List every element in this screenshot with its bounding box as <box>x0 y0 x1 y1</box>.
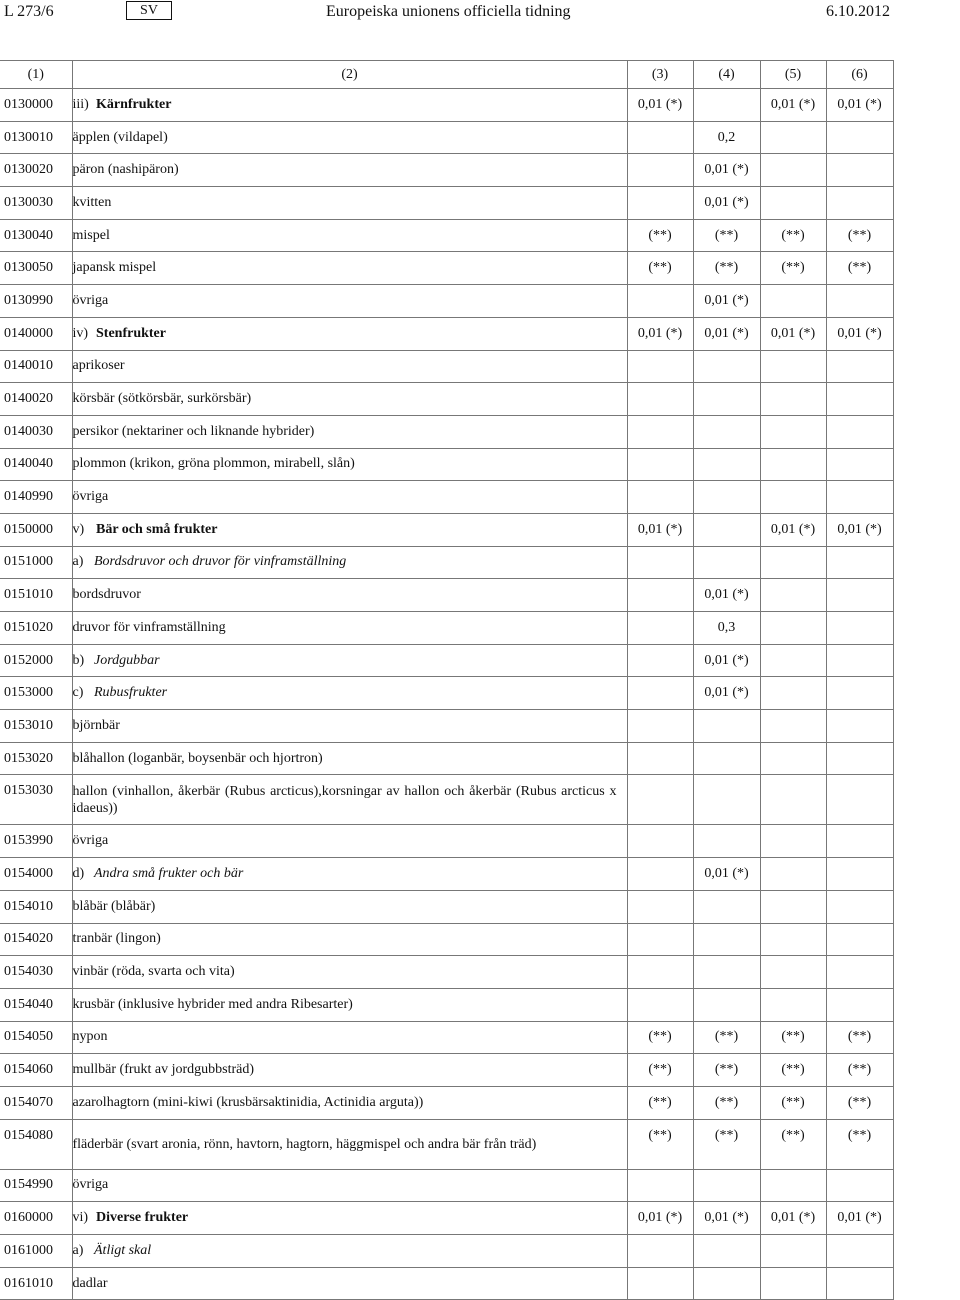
mrl-value: (**) <box>826 252 893 285</box>
mrl-value <box>760 890 826 923</box>
mrl-value <box>627 644 693 677</box>
mrl-value <box>627 448 693 481</box>
mrl-value <box>627 742 693 775</box>
mrl-value <box>826 579 893 612</box>
table-row <box>0 612 893 645</box>
product-code: 0150000 <box>0 513 72 546</box>
product-code: 0140030 <box>0 415 72 448</box>
product-code: 0153010 <box>0 710 72 743</box>
table-row <box>0 317 893 350</box>
mrl-value <box>627 710 693 743</box>
mrl-value <box>826 154 893 187</box>
table-row <box>0 1119 893 1169</box>
mrl-value: (**) <box>627 1021 693 1054</box>
product-name: japansk mispel <box>72 252 627 285</box>
product-code: 0154050 <box>0 1021 72 1054</box>
mrl-value <box>693 383 760 416</box>
mrl-value: 0,01 (*) <box>693 317 760 350</box>
product-name: tranbär (lingon) <box>72 923 627 956</box>
group-name: Stenfrukter <box>96 325 166 341</box>
mrl-value: (**) <box>627 1086 693 1119</box>
product-code: 0130020 <box>0 154 72 187</box>
group-name: Diverse frukter <box>96 1210 189 1226</box>
product-name: övriga <box>72 481 627 514</box>
mrl-value: (**) <box>760 219 826 252</box>
product-name: bordsdruvor <box>72 579 627 612</box>
mrl-value <box>826 923 893 956</box>
mrl-value <box>760 481 826 514</box>
mrl-value <box>760 1235 826 1268</box>
table-row <box>0 252 893 285</box>
mrl-value <box>826 988 893 1021</box>
product-name <box>72 858 627 891</box>
product-name: kvitten <box>72 187 627 220</box>
mrl-value: 0,01 (*) <box>760 89 826 122</box>
mrl-value <box>627 285 693 318</box>
publication-date: 6.10.2012 <box>826 3 890 20</box>
mrl-value <box>627 1235 693 1268</box>
mrl-value: 0,01 (*) <box>627 317 693 350</box>
product-code: 0140000 <box>0 317 72 350</box>
mrl-value <box>826 742 893 775</box>
mrl-value <box>760 121 826 154</box>
product-code: 0152000 <box>0 644 72 677</box>
product-name: körsbär (sötkörsbär, surkörsbär) <box>72 383 627 416</box>
mrl-value: (**) <box>826 219 893 252</box>
subgroup-label: c) <box>72 685 84 701</box>
mrl-value <box>693 742 760 775</box>
subgroup-label: d) <box>72 865 85 881</box>
mrl-value <box>627 890 693 923</box>
group-label: iv) <box>72 325 89 341</box>
mrl-value: 0,01 (*) <box>826 317 893 350</box>
mrl-value <box>760 285 826 318</box>
table-row <box>0 481 893 514</box>
mrl-value <box>693 1235 760 1268</box>
table-row <box>0 219 893 252</box>
mrl-value: 0,01 (*) <box>693 1202 760 1235</box>
mrl-value: 0,01 (*) <box>693 285 760 318</box>
product-name: krusbär (inklusive hybrider med andra Ribesarter) <box>72 988 627 1021</box>
mrl-value <box>760 644 826 677</box>
mrl-value: (**) <box>693 1086 760 1119</box>
product-code: 0154040 <box>0 988 72 1021</box>
table-row <box>0 187 893 220</box>
product-name: blåbär (blåbär) <box>72 890 627 923</box>
mrl-table <box>0 60 894 1300</box>
table-row <box>0 890 893 923</box>
table-row <box>0 775 893 825</box>
product-code: 0130990 <box>0 285 72 318</box>
mrl-value: 0,01 (*) <box>627 1202 693 1235</box>
table-row <box>0 1021 893 1054</box>
product-name: druvor för vinframställning <box>72 612 627 645</box>
mrl-value <box>826 775 893 825</box>
mrl-value <box>627 956 693 989</box>
mrl-value <box>693 546 760 579</box>
mrl-value <box>627 612 693 645</box>
column-header: (5) <box>760 61 826 89</box>
mrl-value <box>693 513 760 546</box>
mrl-value <box>760 988 826 1021</box>
mrl-value <box>693 1267 760 1300</box>
mrl-value: (**) <box>693 252 760 285</box>
mrl-value: (**) <box>760 1119 826 1169</box>
mrl-value <box>627 481 693 514</box>
product-code: 0161000 <box>0 1235 72 1268</box>
product-code: 0151010 <box>0 579 72 612</box>
group-label: iii) <box>72 96 89 112</box>
mrl-value: 0,01 (*) <box>826 513 893 546</box>
mrl-value: (**) <box>693 1021 760 1054</box>
table-row <box>0 513 893 546</box>
table-row <box>0 415 893 448</box>
group-name: Bär och små frukter <box>96 521 218 537</box>
table-row <box>0 350 893 383</box>
table-row <box>0 448 893 481</box>
product-code: 0130050 <box>0 252 72 285</box>
product-name: blåhallon (loganbär, boysenbär och hjortron) <box>72 742 627 775</box>
table-row <box>0 1169 893 1202</box>
mrl-value <box>627 1169 693 1202</box>
mrl-value <box>693 988 760 1021</box>
mrl-value <box>760 415 826 448</box>
product-code: 0151000 <box>0 546 72 579</box>
mrl-value: 0,01 (*) <box>693 677 760 710</box>
mrl-value <box>760 858 826 891</box>
product-code: 0161010 <box>0 1267 72 1300</box>
mrl-value: (**) <box>760 1086 826 1119</box>
mrl-value <box>627 350 693 383</box>
product-code: 0154000 <box>0 858 72 891</box>
mrl-value <box>760 710 826 743</box>
mrl-value <box>693 890 760 923</box>
mrl-value <box>826 858 893 891</box>
mrl-value <box>627 546 693 579</box>
product-name: björnbär <box>72 710 627 743</box>
product-code: 0153020 <box>0 742 72 775</box>
mrl-value <box>760 1169 826 1202</box>
mrl-value: 0,01 (*) <box>693 858 760 891</box>
table-row <box>0 154 893 187</box>
product-code: 0154030 <box>0 956 72 989</box>
mrl-value <box>693 481 760 514</box>
subgroup-name: Rubusfrukter <box>94 685 168 701</box>
mrl-value <box>826 1267 893 1300</box>
subgroup-label: a) <box>72 554 84 570</box>
table-row <box>0 1202 893 1235</box>
mrl-value: 0,01 (*) <box>826 89 893 122</box>
column-header: (1) <box>0 61 72 89</box>
mrl-value <box>760 677 826 710</box>
mrl-value: (**) <box>826 1021 893 1054</box>
subgroup-name: Ätligt skal <box>94 1242 152 1258</box>
subgroup-name: Bordsdruvor och druvor för vinframställning <box>94 554 347 570</box>
product-name <box>72 1235 627 1268</box>
mrl-value: 0,3 <box>693 612 760 645</box>
product-name: övriga <box>72 1169 627 1202</box>
mrl-value: 0,01 (*) <box>627 89 693 122</box>
table-row <box>0 89 893 122</box>
table-row <box>0 644 893 677</box>
table-row <box>0 956 893 989</box>
table-row <box>0 546 893 579</box>
group-label: vi) <box>72 1210 89 1226</box>
mrl-value: (**) <box>627 1054 693 1087</box>
table-row <box>0 825 893 858</box>
mrl-value <box>627 187 693 220</box>
mrl-value <box>760 448 826 481</box>
mrl-value: 0,2 <box>693 121 760 154</box>
product-code: 0140010 <box>0 350 72 383</box>
product-name <box>72 89 627 122</box>
mrl-value: (**) <box>826 1054 893 1087</box>
mrl-value: 0,01 (*) <box>693 187 760 220</box>
column-header: (6) <box>826 61 893 89</box>
table-row <box>0 923 893 956</box>
page-reference: L 273/6 <box>4 3 54 20</box>
table-row <box>0 121 893 154</box>
product-code: 0130010 <box>0 121 72 154</box>
mrl-value <box>760 154 826 187</box>
mrl-value: (**) <box>693 219 760 252</box>
mrl-value <box>826 890 893 923</box>
mrl-value: (**) <box>693 1119 760 1169</box>
product-code: 0130000 <box>0 89 72 122</box>
mrl-value <box>693 923 760 956</box>
product-code: 0154020 <box>0 923 72 956</box>
mrl-value <box>826 677 893 710</box>
column-header: (2) <box>72 61 627 89</box>
table-row <box>0 579 893 612</box>
product-name <box>72 317 627 350</box>
mrl-value <box>826 825 893 858</box>
mrl-value: 0,01 (*) <box>760 317 826 350</box>
mrl-value <box>760 1267 826 1300</box>
table-row <box>0 742 893 775</box>
mrl-value: (**) <box>693 1054 760 1087</box>
product-name: mullbär (frukt av jordgubbsträd) <box>72 1054 627 1087</box>
mrl-value <box>826 546 893 579</box>
mrl-value <box>627 383 693 416</box>
mrl-value: 0,01 (*) <box>760 513 826 546</box>
mrl-value <box>693 825 760 858</box>
mrl-value <box>627 1267 693 1300</box>
mrl-value <box>760 579 826 612</box>
mrl-value <box>693 1169 760 1202</box>
product-name: övriga <box>72 285 627 318</box>
mrl-value <box>826 383 893 416</box>
table-row <box>0 858 893 891</box>
subgroup-label: a) <box>72 1242 84 1258</box>
column-header: (4) <box>693 61 760 89</box>
mrl-value <box>826 121 893 154</box>
mrl-value <box>760 383 826 416</box>
table-row <box>0 383 893 416</box>
product-code: 0140990 <box>0 481 72 514</box>
product-code: 0130040 <box>0 219 72 252</box>
mrl-value <box>826 285 893 318</box>
mrl-value <box>627 923 693 956</box>
mrl-value <box>826 481 893 514</box>
mrl-value: 0,01 (*) <box>627 513 693 546</box>
table-row <box>0 710 893 743</box>
mrl-value <box>760 187 826 220</box>
mrl-value <box>826 1169 893 1202</box>
subgroup-name: Andra små frukter och bär <box>94 865 244 881</box>
mrl-value <box>760 825 826 858</box>
product-name <box>72 546 627 579</box>
subgroup-label: b) <box>72 652 85 668</box>
product-code: 0154070 <box>0 1086 72 1119</box>
mrl-value <box>826 1235 893 1268</box>
table-row <box>0 1086 893 1119</box>
table-row <box>0 677 893 710</box>
mrl-value <box>826 350 893 383</box>
mrl-value <box>627 825 693 858</box>
mrl-value: (**) <box>627 219 693 252</box>
mrl-value: 0,01 (*) <box>826 1202 893 1235</box>
table-row <box>0 1235 893 1268</box>
mrl-value <box>826 612 893 645</box>
mrl-value <box>693 775 760 825</box>
mrl-value <box>760 742 826 775</box>
product-code: 0153000 <box>0 677 72 710</box>
page-header <box>0 0 960 28</box>
product-code: 0154080 <box>0 1119 72 1169</box>
product-name: äpplen (vildapel) <box>72 121 627 154</box>
mrl-value <box>826 448 893 481</box>
mrl-value <box>627 579 693 612</box>
subgroup-name: Jordgubbar <box>94 652 160 668</box>
mrl-value <box>760 546 826 579</box>
group-label: v) <box>72 521 85 537</box>
table-row <box>0 988 893 1021</box>
mrl-value: (**) <box>760 1021 826 1054</box>
mrl-value <box>760 350 826 383</box>
product-code: 0160000 <box>0 1202 72 1235</box>
table-row <box>0 285 893 318</box>
mrl-value: 0,01 (*) <box>693 154 760 187</box>
mrl-value <box>627 775 693 825</box>
product-code: 0140020 <box>0 383 72 416</box>
mrl-value <box>760 612 826 645</box>
mrl-value <box>826 956 893 989</box>
product-name: övriga <box>72 825 627 858</box>
product-code: 0153030 <box>0 775 72 825</box>
product-code: 0154060 <box>0 1054 72 1087</box>
column-header: (3) <box>627 61 693 89</box>
mrl-value <box>826 644 893 677</box>
product-name <box>72 677 627 710</box>
table-row <box>0 1054 893 1087</box>
product-name: nypon <box>72 1021 627 1054</box>
mrl-value <box>760 775 826 825</box>
journal-title: Europeiska unionens officiella tidning <box>326 3 571 20</box>
mrl-value <box>826 415 893 448</box>
mrl-value: 0,01 (*) <box>760 1202 826 1235</box>
mrl-value <box>627 154 693 187</box>
mrl-value <box>627 988 693 1021</box>
product-name <box>72 644 627 677</box>
mrl-value <box>627 858 693 891</box>
mrl-value: (**) <box>627 1119 693 1169</box>
mrl-value <box>760 956 826 989</box>
product-name: dadlar <box>72 1267 627 1300</box>
mrl-value: (**) <box>760 1054 826 1087</box>
mrl-value <box>826 187 893 220</box>
mrl-value <box>693 710 760 743</box>
language-badge: SV <box>126 1 172 20</box>
mrl-value <box>627 121 693 154</box>
mrl-value: (**) <box>826 1086 893 1119</box>
product-name: aprikoser <box>72 350 627 383</box>
product-code: 0151020 <box>0 612 72 645</box>
mrl-value: (**) <box>627 252 693 285</box>
product-code: 0154990 <box>0 1169 72 1202</box>
table-header-row <box>0 61 893 89</box>
mrl-value <box>826 710 893 743</box>
product-code: 0130030 <box>0 187 72 220</box>
mrl-value <box>693 448 760 481</box>
mrl-value: 0,01 (*) <box>693 579 760 612</box>
product-name: mispel <box>72 219 627 252</box>
table-row <box>0 1267 893 1300</box>
mrl-value: (**) <box>760 252 826 285</box>
product-name: päron (nashipäron) <box>72 154 627 187</box>
product-name <box>72 1202 627 1235</box>
mrl-value <box>693 956 760 989</box>
product-name: vinbär (röda, svarta och vita) <box>72 956 627 989</box>
group-name: Kärnfrukter <box>96 96 172 112</box>
product-code: 0140040 <box>0 448 72 481</box>
product-name: fläderbär (svart aronia, rönn, havtorn, hagtorn, häggmispel och andra bär från träd) <box>72 1119 627 1169</box>
product-name <box>72 513 627 546</box>
product-name: plommon (krikon, gröna plommon, mirabell, slån) <box>72 448 627 481</box>
product-code: 0153990 <box>0 825 72 858</box>
mrl-value <box>627 677 693 710</box>
product-name: hallon (vinhallon, åkerbär (Rubus arcticus),korsningar av hallon och åkerbär (Rubus arcticus x idaeus)) <box>72 775 627 825</box>
product-name: azarolhagtorn (mini-kiwi (krusbärsaktinidia, Actinidia arguta)) <box>72 1086 627 1119</box>
mrl-value <box>693 415 760 448</box>
mrl-value <box>627 415 693 448</box>
product-code: 0154010 <box>0 890 72 923</box>
mrl-value <box>760 923 826 956</box>
product-name: persikor (nektariner och liknande hybrider) <box>72 415 627 448</box>
mrl-value: 0,01 (*) <box>693 644 760 677</box>
mrl-value <box>693 89 760 122</box>
mrl-value: (**) <box>826 1119 893 1169</box>
mrl-value <box>693 350 760 383</box>
